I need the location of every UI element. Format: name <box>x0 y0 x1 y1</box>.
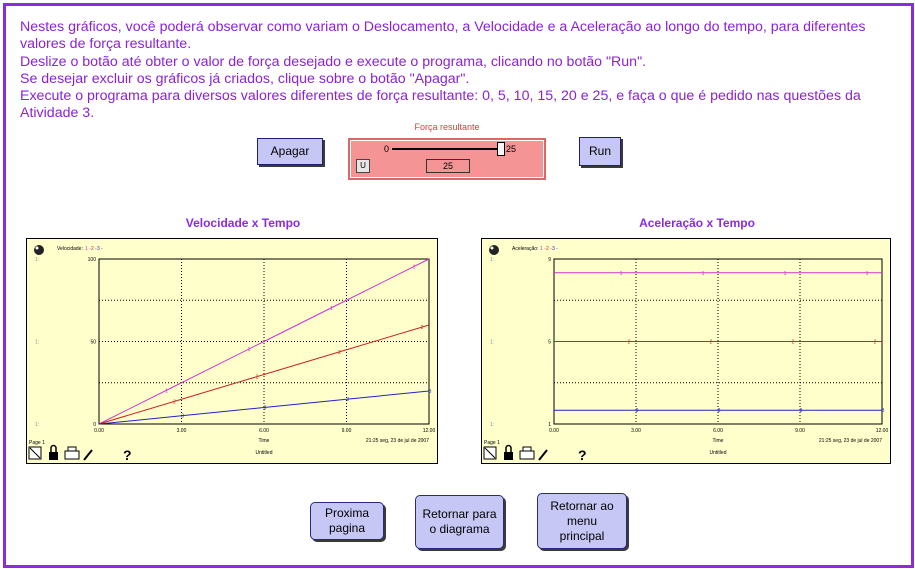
acceleration-print-paper <box>523 447 531 451</box>
velocity-timestamp: 21:25 seg, 23 de jul de 2007 <box>365 438 429 444</box>
velocity-ytick-label: 0 <box>93 422 96 428</box>
acceleration-series-2-marker: 2 <box>791 339 795 346</box>
acceleration-print-icon <box>520 451 534 459</box>
velocity-page-label: Page 1 <box>29 440 45 446</box>
slider-min-label: 0 <box>384 144 390 154</box>
velocity-xtick-label: 3.00 <box>176 428 187 434</box>
acceleration-legend-series: 1 - <box>540 246 546 252</box>
velocity-axis-mark: 1: <box>35 257 40 263</box>
velocity-xtick-label: 0.00 <box>94 428 104 434</box>
acceleration-ytick-label: 1 <box>548 422 551 428</box>
velocity-legend-series: 1 - <box>85 246 91 252</box>
next-page-button[interactable]: Proxima pagina <box>310 502 384 540</box>
velocity-print-icon <box>65 451 79 459</box>
velocity-ytick-label: 100 <box>87 257 96 263</box>
acceleration-chart <box>481 238 891 464</box>
acceleration-xtick-label: 12.00 <box>875 428 889 434</box>
slider-max-label: 25 <box>506 144 517 154</box>
acceleration-series-2-marker: 2 <box>873 339 877 346</box>
acceleration-tool-ball-highlight <box>491 247 494 250</box>
velocity-series-3-marker: 3 <box>428 388 432 395</box>
acceleration-series-2-marker: 2 <box>709 339 713 346</box>
instruction-line-3: Se desejar excluir os gráficos já criados, clique sobre o botão "Apagar". <box>20 70 470 87</box>
velocity-untitled-label: Untitled <box>255 450 273 456</box>
velocity-series-2-marker: 2 <box>338 349 341 356</box>
acceleration-legend-series: 2 - <box>546 246 552 252</box>
velocity-chart-title: Velocidade x Tempo <box>185 216 301 230</box>
acceleration-series-3-marker: 3 <box>635 408 639 415</box>
acceleration-ytick-label: 5 <box>548 339 551 346</box>
velocity-chart <box>26 238 438 464</box>
slider-u-button[interactable]: U <box>356 159 370 173</box>
velocity-xtick-label: 6.00 <box>259 428 269 434</box>
acceleration-series-3-marker: 3 <box>717 408 721 415</box>
velocity-legend-series: 3 - <box>97 246 103 252</box>
instruction-line-1: Nestes gráficos, você poderá observar como variam o Deslocamento, a Velocidade e a Aceleração ao longo do tempo, para diferentes valores de força resultante. <box>20 19 866 53</box>
run-button[interactable]: Run <box>579 137 621 166</box>
acceleration-help-icon: ? <box>578 447 587 463</box>
force-slider-panel <box>348 138 546 180</box>
velocity-print-paper <box>68 447 76 451</box>
slider-track[interactable] <box>392 148 500 150</box>
velocity-lock-shackle <box>51 446 56 453</box>
apagar-button[interactable]: Apagar <box>257 138 323 165</box>
acceleration-xtick-label: 0.00 <box>549 428 559 434</box>
velocity-axis-mark: 1: <box>35 422 40 428</box>
acceleration-untitled-label: Untitled <box>709 450 727 456</box>
acceleration-series-1-marker: 1 <box>783 270 787 277</box>
slider-thumb[interactable] <box>497 142 505 156</box>
slider-title: Força resultante <box>414 122 480 132</box>
acceleration-page-label: Page 1 <box>484 440 500 446</box>
instruction-line-4: Execute o programa para diversos valores diferentes de força resultante: 0, 5, 10, 15, 20 e 25, e faça o que é pedido nas questões da Atividade 3. <box>20 88 861 122</box>
instructions <box>20 19 880 123</box>
back-to-diagram-button[interactable]: Retornar para o diagrama <box>415 495 504 549</box>
acceleration-legend-label: Aceleração: <box>512 246 539 252</box>
acceleration-chart-title: Aceleração x Tempo <box>639 216 755 230</box>
acceleration-lock-shackle <box>506 446 511 453</box>
velocity-lock-icon <box>49 452 58 460</box>
acceleration-series-1-marker: 1 <box>865 270 869 277</box>
velocity-series-1-marker: 1 <box>247 347 251 353</box>
velocity-wand-icon <box>84 450 92 460</box>
instruction-line-2: Deslize o botão até obter o valor de força desejado e execute o programa, clicando no botão "Run". <box>20 53 647 70</box>
velocity-tool-ball-icon <box>34 245 44 255</box>
velocity-legend-series: 2 - <box>91 246 97 252</box>
acceleration-chart-svg <box>482 239 890 463</box>
acceleration-xtick-label: 3.00 <box>631 428 641 434</box>
velocity-legend-label: Velocidade: <box>57 246 83 252</box>
acceleration-axis-mark: 1: <box>490 422 495 428</box>
velocity-series-1-marker: 1 <box>330 305 333 312</box>
acceleration-time-label: Time <box>712 438 724 444</box>
velocity-time-label: Time <box>258 438 270 444</box>
acceleration-series-3-marker: 3 <box>799 408 803 415</box>
velocity-series-2-marker: 2 <box>420 325 424 332</box>
acceleration-xtick-label: 9.00 <box>795 428 805 434</box>
velocity-xtick-label: 9.00 <box>341 428 352 434</box>
velocity-series-3-marker: 3 <box>346 397 349 404</box>
acceleration-lock-icon <box>504 452 513 460</box>
acceleration-axis-mark: 1: <box>490 257 495 263</box>
acceleration-ytick-label: 9 <box>548 257 551 263</box>
acceleration-tool-ball-icon <box>489 245 499 255</box>
velocity-series-2-marker: 2 <box>173 399 176 406</box>
slider-value-field[interactable]: 25 <box>426 159 470 173</box>
acceleration-series-1-marker: 1 <box>701 270 705 277</box>
velocity-series-1-marker: 1 <box>165 388 168 395</box>
velocity-series-3-marker: 3 <box>181 413 184 420</box>
acceleration-series-2-marker: 2 <box>627 339 631 346</box>
acceleration-timestamp: 21:25 seg, 23 de jul de 2007 <box>818 438 882 444</box>
velocity-tool-ball-highlight <box>36 247 39 250</box>
acceleration-axis-mark: 1: <box>490 339 495 346</box>
velocity-chart-svg <box>27 239 437 463</box>
velocity-series-3-marker: 3 <box>263 405 267 412</box>
acceleration-xtick-label: 6.00 <box>713 428 723 434</box>
velocity-ytick-label: 50 <box>90 339 96 346</box>
acceleration-legend-series: 3 - <box>552 246 558 252</box>
main-menu-button[interactable]: Retornar ao menu principal <box>537 493 627 549</box>
velocity-series-1-marker: 1 <box>412 264 416 271</box>
velocity-help-icon: ? <box>123 447 132 463</box>
velocity-axis-mark: 1: <box>35 339 40 346</box>
acceleration-series-1-marker: 1 <box>619 270 623 277</box>
acceleration-wand-icon <box>539 450 547 460</box>
velocity-series-2-marker: 2 <box>255 374 259 381</box>
acceleration-series-3-marker: 3 <box>881 408 885 415</box>
velocity-xtick-label: 12.00 <box>422 428 436 434</box>
